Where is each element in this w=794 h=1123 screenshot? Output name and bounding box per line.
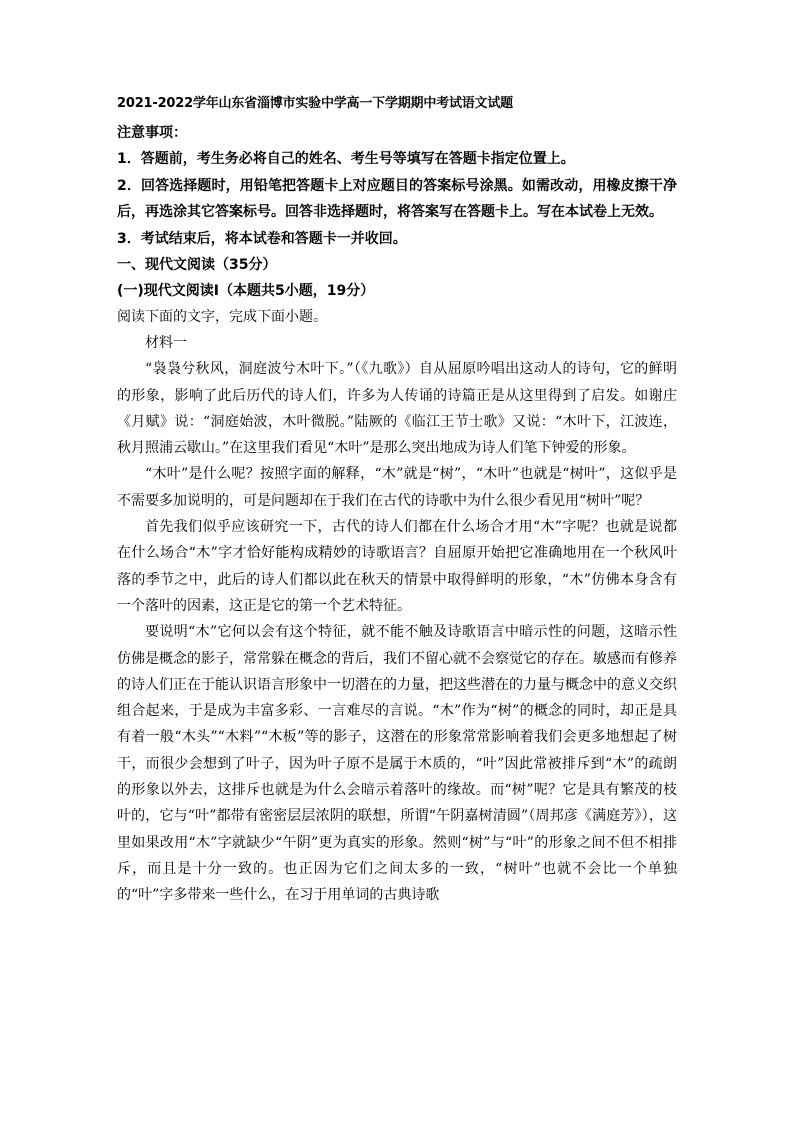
body-paragraph: “袅袅兮秋风，洞庭波兮木叶下。”（《九歌》）自从屈原吟唱出这动人的诗句，它的鲜明的形象，影响了此后历代的诗人们，许多为人传诵的诗篇正是从这里得到了启发。如谢庄《月赋》说：“洞庭始波，木叶微脱。”陆厥的《临江王节士歌》又说：“木叶下，江波连，秋月照浦云歇山。”在这里我们看见“木叶”是那么突出地成为诗人们笔下钟爱的形象。 xyxy=(117,361,677,457)
notice-heading: 注意事项： xyxy=(117,125,187,141)
document-content xyxy=(117,93,677,909)
section-heading: 一、现代文阅读（35分） xyxy=(117,257,277,273)
notice-list xyxy=(117,146,677,252)
body-paragraph: “木叶”是什么呢？按照字面的解释，“木”就是“树”，“木叶”也就是“树叶”，这似乎是不需要多加说明的，可是问题却在于我们在古代的诗歌中为什么很少看见用“树叶”呢？ xyxy=(117,466,677,509)
material-label: 材料一 xyxy=(145,335,187,351)
notice-item: 1．答题前，考生务必将自己的姓名、考生号等填写在答题卡指定位置上。 xyxy=(117,151,575,167)
notice-item: 3．考试结束后，将本试卷和答题卡一并收回。 xyxy=(117,230,407,247)
subsection-heading: (一)现代文阅读Ⅰ（本题共5小题，19分） xyxy=(117,283,375,299)
document-title: 2021-2022学年山东省淄博市实验中学高一下学期期中考试语文试题 xyxy=(117,96,513,111)
notice-item: 2．回答选择题时，用铅笔把答题卡上对应题目的答案标号涂黑。如需改动，用橡皮擦干净后，再选涂其它答案标号。回答非选择题时，将答案写在答题卡上。写在本试卷上无效。 xyxy=(117,177,677,220)
body-paragraph: 首先我们似乎应该研究一下，古代的诗人们都在什么场合才用“木”字呢？也就是说都在什么场合“木”字才恰好能构成精妙的诗歌语言？自屈原开始把它准确地用在一个秋风叶落的季节之中，此后的诗人们都以此在秋天的情景中取得鲜明的形象，“木”仿佛本身含有一个落叶的因素，这正是它的第一个艺术特征。 xyxy=(117,519,677,614)
reading-instruction: 阅读下面的文字，完成下面小题。 xyxy=(117,309,327,325)
body-paragraph: 要说明“木”它何以会有这个特征，就不能不触及诗歌语言中暗示性的问题，这暗示性仿佛是概念的影子，常常躲在概念的背后，我们不留心就不会察觉它的存在。敏感而有修养的诗人们正在于能认识语言形象中一切潜在的力量，把这些潜在的力量与概念中的意义交织组合起来，于是成为丰富多彩、一言难尽的言说。“木”作为“树”的概念的同时，却正是具有着一般“木头”“木料”“木板”等的影子，这潜在的形象常常影响着我们会更多地想起了树干，而很少会想到了叶子，因为叶子原不是属于木质的，“叶”因此常被排斥到“木”的疏朗的形象以外去，这排斥也就是为什么会暗示着落叶的缘故。而“树”呢？它是具有繁茂的枝叶的，它与“叶”都带有密密层层浓阴的联想，所谓“午阴嘉树清圆”（周邦彦《满庭芳》），这里如果改用“木”字就缺少“午阴”更为真实的形象。然则“树”与“叶”的形象之间不但不相排斥，而且是十分一致的。也正因为它们之间太多的一致，“树叶”也就不会比一个单独的“叶”字多带来一些什么，在习于用单词的古典诗歌 xyxy=(117,624,677,904)
